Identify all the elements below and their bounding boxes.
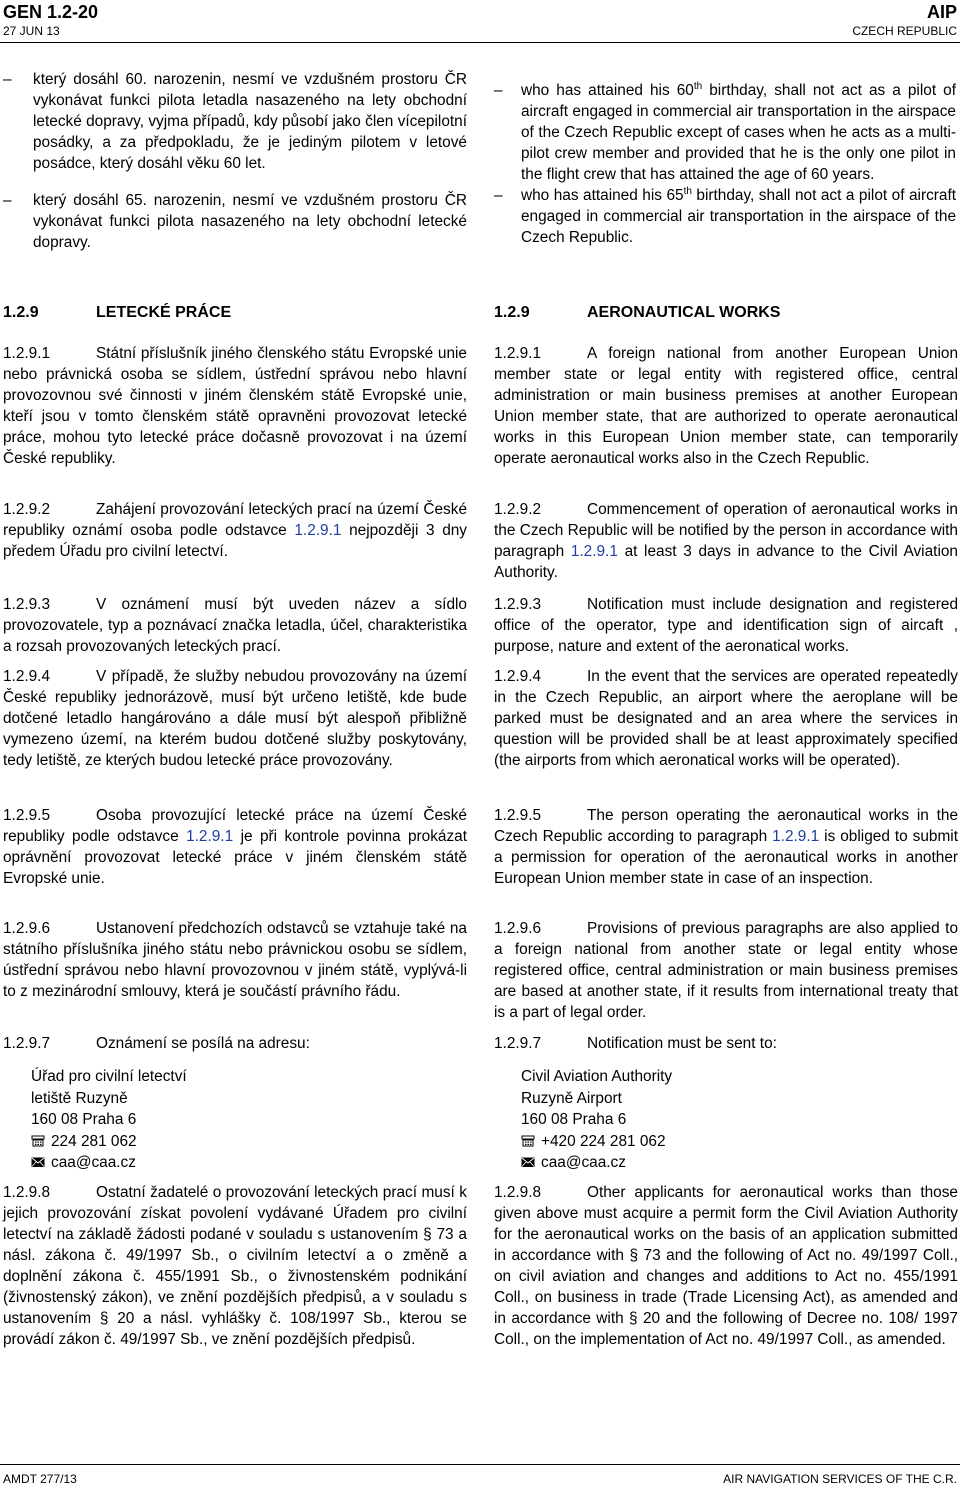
para-1-cz: 1.2.9.1 Státní příslušník jiného členského státu Evropské unie nebo právnická osoba se sídlem, ústřední správou nebo hlavní provozovnou své činnosti v jiném členském státě Evropské unie, kteří jsou v tomto členském státě opravněni provozovat letecké práce, mohou tyto letecké práce dočasně provozovat i na území České republiky.: [3, 345, 467, 467]
para-3-cz: 1.2.9.3 V oznámení musí být uveden název a sídlo provozovatele, typ a poznávací značka letadla, účel, charakteristika a rozsah provozovaných leteckých prací.: [3, 596, 467, 655]
para-2-cz: 1.2.9.2 Zahájení provozování leteckých prací na území České republiky oznámí osoba podle odstavce 1.2.9.1 nejpozději 3 dny předem Úřadu pro civilní letectví.: [3, 501, 468, 560]
address-line: letiště Ruzyně: [31, 1089, 128, 1107]
section-title-cz: 1.2.9 LETECKÉ PRÁCE: [3, 304, 232, 321]
address-phone: 224 281 062: [31, 1131, 187, 1153]
amendment-number: AMDT 277/13: [3, 1472, 77, 1486]
para-4-en: 1.2.9.4 In the event that the services are operated repeatedly in the Czech Republic, an airport where the aeroplane will be parked must be designated and an area where the services in question will be provided shall be at least approximately specified (the airports from which aeronatical works will be operated).: [494, 668, 958, 769]
phone-icon: [31, 1135, 45, 1147]
publication-title: AIP: [926, 2, 957, 22]
footer-rule: [0, 1464, 960, 1465]
para-5-en: 1.2.9.5 The person operating the aeronautical works in the Czech Republic according to paragraph 1.2.9.1 is obliged to submit a permission for operation of the aeronautical works in another European Union member state in case of an inspection.: [494, 807, 958, 887]
para-8-cz: 1.2.9.8 Ostatní žadatelé o provozování leteckých prací musí k jejich provozování získat povolení vydávané Úřadem pro civilní letectví na základě žádosti podané v souladu s ustanovením § 73 a násl. zákona č. 49/1997 Sb., o civilním letectví a o změně a doplnění zákona č. 455/1991 Sb., o živnostenském podnikání (živnostenský zákon), ve znění pozdějších předpisů, a v souladu s ustanovením § 20 a násl. vyhlášky č. 108/1997 Sb., kterou se provádí zákon č. 49/1997 Sb., ve znění pozdějších předpisů.: [3, 1184, 467, 1348]
para-5-cz: 1.2.9.5 Osoba provozující letecké práce na území České republiky podle odstavce 1.2.9.1 je při kontrole povinna prokázat oprávnění provozovat letecké práce v jiném členském státě Evropské unie.: [3, 807, 467, 887]
country-name: CZECH REPUBLIC: [852, 24, 957, 38]
para-7-cz: 1.2.9.7 Oznámení se posílá na adresu:: [3, 1035, 310, 1052]
address-line: Ruzyně Airport: [521, 1089, 622, 1107]
address-email: caa@caa.cz: [31, 1152, 187, 1174]
para-3-en: 1.2.9.3 Notification must include designation and registered office of the operator, type and identification sign of aircaft , purpose, nature and extent of the aeronatical works.: [494, 596, 958, 655]
address-line: 160 08 Praha 6: [521, 1111, 627, 1128]
list-item: – who has attained his 65th birthday, shall not act a pilot of aircraft engaged in commercial air transportation in the airspace of the Czech Republic.: [494, 185, 956, 248]
email-icon: [521, 1156, 535, 1168]
para-6-en: 1.2.9.6 Provisions of previous paragraphs are also applied to a foreign national from another state or legal entity whose registered office, central administration or main business premises are based at another state, if it results from international treaty that is a part of legal order.: [494, 920, 958, 1021]
address-line: Úřad pro civilní letectví: [31, 1068, 187, 1085]
list-item: – který dosáhl 60. narozenin, nesmí ve vzdušném prostoru ČR vykonávat funkci pilota letadla nasazeného na lety obchodní letecké dopravy, vyjma případů, kdy působí jako člen vícepilotní posádky, a za předpokladu, že je jediným pilotem v letové posádce, který dosáhl věku 60 let.: [3, 69, 467, 174]
address-en: [521, 1066, 672, 1174]
header-rule: [0, 42, 960, 43]
address-line: 160 08 Praha 6: [31, 1111, 137, 1128]
intro-cz: [3, 69, 467, 253]
publisher-name: AIR NAVIGATION SERVICES OF THE C.R.: [723, 1472, 957, 1486]
section-title-en: 1.2.9 AERONAUTICAL WORKS: [494, 304, 781, 321]
para-4-cz: 1.2.9.4 V případě, že služby nebudou provozovány na území České republiky jednorázově, musí být určeno letiště, kde bude dotčené letadlo hangárováno a dále musí být alespoň přibližně vymezeno území, na kterém budou dotčené služby poskytovány, tedy letiště, ze kterých budou letecké práce provozovány.: [3, 668, 467, 769]
address-cz: [31, 1066, 187, 1174]
issue-date: 27 JUN 13: [3, 24, 60, 38]
list-item: – který dosáhl 65. narozenin, nesmí ve vzdušném prostoru ČR vykonávat funkci pilota nasazeného na lety obchodní letecké dopravy.: [3, 190, 467, 253]
list-item: – who has attained his 60th birthday, shall not act as a pilot of aircraft engaged in commercial air transportation in the airspace of the Czech Republic except of cases when he acts as a multi-pilot crew member and provided that he is the only one pilot in the flight crew that has attained the age of 60 years.: [494, 80, 956, 185]
para-1-en: 1.2.9.1 A foreign national from another European Union member state or legal entity with registered office, central administration or main business premises at another European Union member state, that are authorized to operate aeronautical works in this European Union member state, can temporarily operate aeronautical works also in the Czech Republic.: [494, 345, 958, 467]
para-8-en: 1.2.9.8 Other applicants for aeronautical works than those given above must acquire a permit form the Civil Aviation Authority for the aeronautical works on the basis of an application submitted in accordance with § 73 and the following of Act no. 49/1997 Coll., on civil aviation and changes and additions to Act no. 455/1991 Coll., on business in trade (Trade Licensing Act), as amended and in accordance with § 20 and the following of Decree no. 108/ 1997 Coll., on the implementation of Act no. 49/1997 Coll., as amended.: [494, 1184, 958, 1348]
page-id: GEN 1.2-20: [3, 2, 99, 22]
email-icon: [31, 1156, 45, 1168]
address-line: Civil Aviation Authority: [521, 1068, 673, 1085]
para-2-en: 1.2.9.2 Commencement of operation of aeronautical works in the Czech Republic will be notified by the person in accordance with paragraph 1.2.9.1 at least 3 days in advance to the Civil Aviation Authority.: [494, 501, 958, 581]
para-7-en: 1.2.9.7 Notification must be sent to:: [494, 1035, 777, 1052]
phone-icon: [521, 1135, 535, 1147]
address-phone: +420 224 281 062: [521, 1131, 672, 1153]
intro-en: [494, 80, 956, 248]
address-email: caa@caa.cz: [521, 1152, 672, 1174]
para-6-cz: 1.2.9.6 Ustanovení předchozích odstavců se vztahuje také na státního příslušníka jiného státu nebo právnickou osobu se sídlem, ústřední správou nebo hlavní provozovnou v jiném státě, vyplývá-li to z mezinárodní smlouvy, která je součástí právního řádu.: [3, 920, 467, 1000]
